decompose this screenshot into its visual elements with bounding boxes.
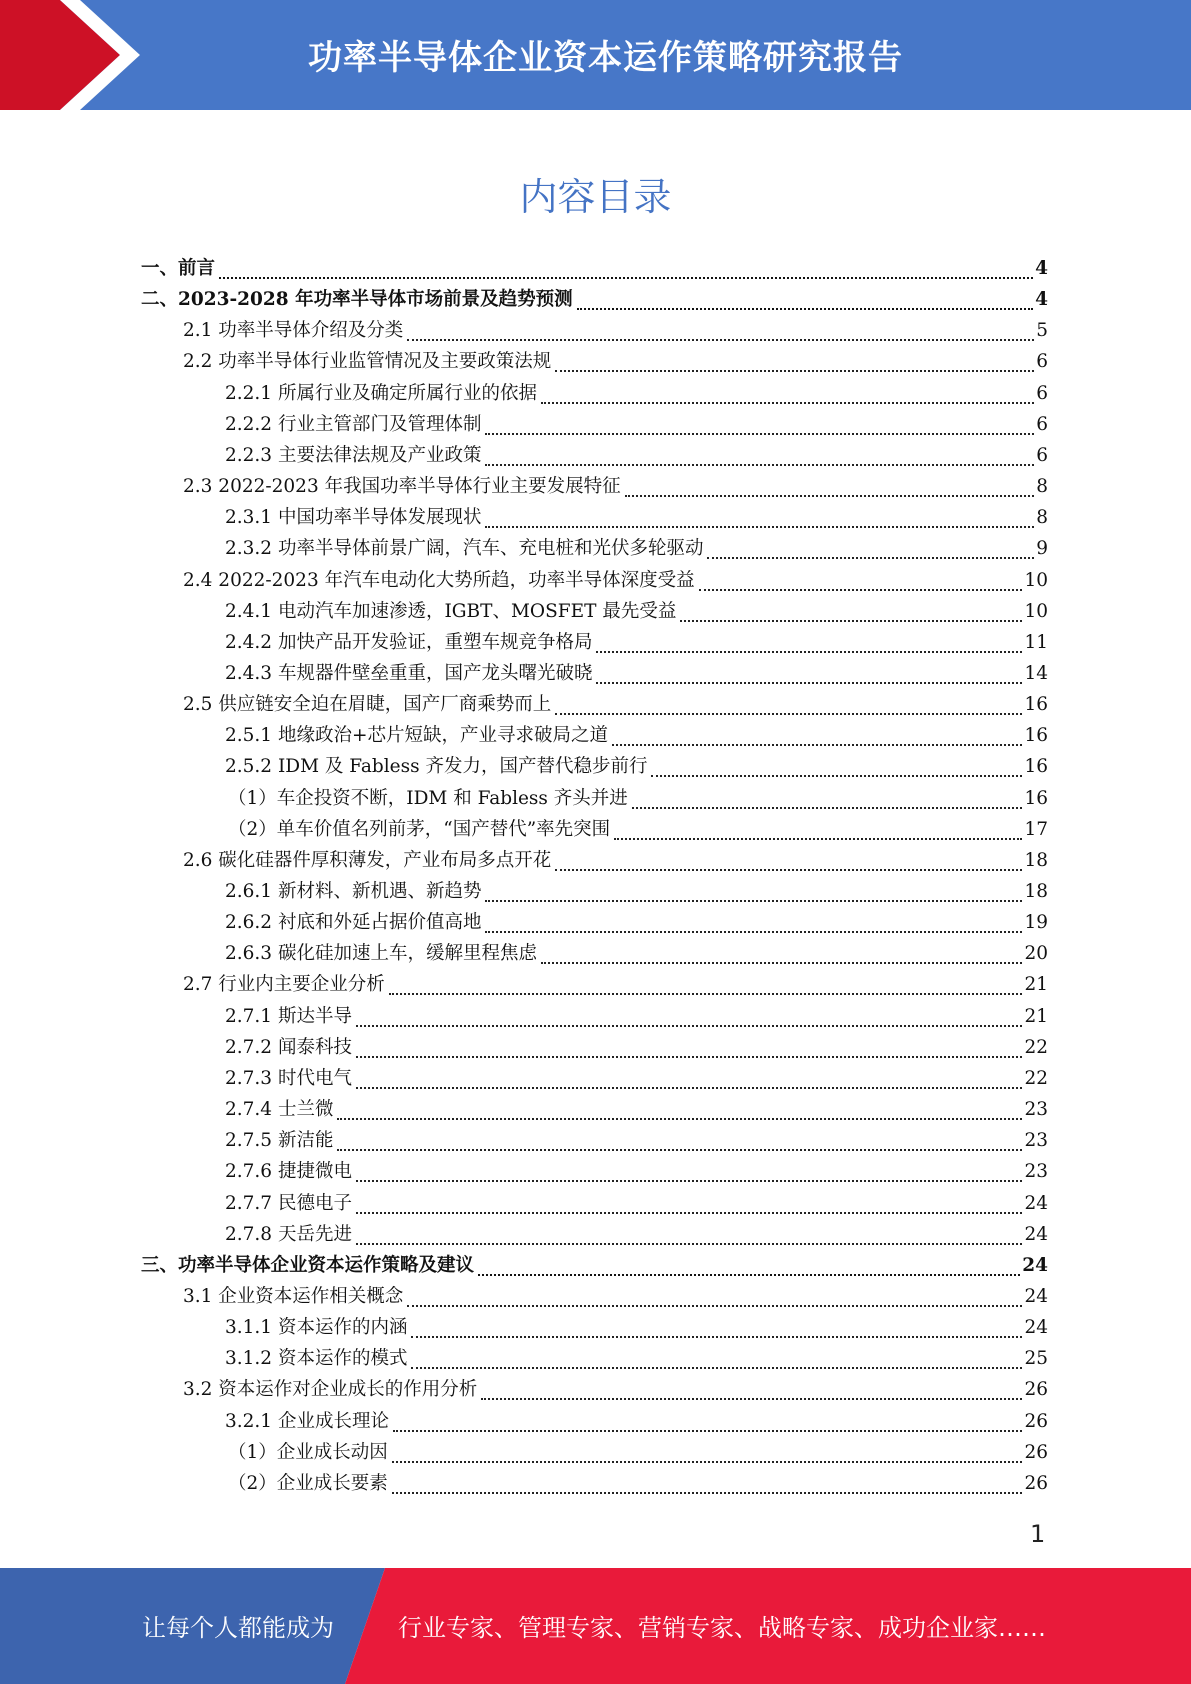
toc-entry-label: 2.7.3 时代电气 (225, 1067, 352, 1089)
toc-entry[interactable] (225, 940, 1048, 968)
toc-entry-page: 6 (1036, 382, 1048, 404)
toc-entry[interactable] (183, 691, 1048, 719)
toc-entry-page: 17 (1024, 818, 1048, 840)
footer-banner (0, 1568, 1191, 1684)
toc-dot-leader (707, 539, 1034, 559)
toc-entry-page: 24 (1024, 1223, 1048, 1245)
toc-dot-leader (337, 1100, 1022, 1120)
toc-entry[interactable] (183, 1283, 1048, 1311)
toc-entry-label: 2.5.1 地缘政治+芯片短缺，产业寻求破局之道 (225, 725, 608, 747)
toc-entry-label: 2.7.2 闻泰科技 (225, 1036, 352, 1058)
toc-entry-label: 2.2.1 所属行业及确定所属行业的依据 (225, 382, 537, 404)
toc-dot-leader (625, 477, 1035, 497)
toc-entry-page: 20 (1024, 943, 1048, 965)
toc-entry[interactable] (225, 1314, 1048, 1342)
toc-entry-page: 10 (1024, 569, 1048, 591)
toc-dot-leader (596, 633, 1022, 653)
toc-dot-leader (411, 1318, 1022, 1338)
toc-entry-page: 14 (1024, 662, 1048, 684)
report-header-banner (0, 0, 1191, 110)
toc-entry-label: （2）单车价值名列前茅，“国产替代”率先突围 (228, 818, 611, 840)
toc-dot-leader (555, 352, 1034, 372)
toc-entry-page: 16 (1024, 756, 1048, 778)
toc-entry-label: （1）企业成长动因 (228, 1441, 388, 1463)
toc-entry-label: 3.2.1 企业成长理论 (225, 1410, 389, 1432)
toc-entry-page: 22 (1024, 1036, 1048, 1058)
footer-slogan-right: 行业专家、管理专家、营销专家、战略专家、成功企业家…… (398, 1614, 1046, 1642)
toc-entry[interactable] (225, 1065, 1048, 1093)
toc-entry-page: 6 (1036, 444, 1048, 466)
toc-entry-label: 2.6.3 碳化硅加速上车，缓解里程焦虑 (225, 943, 537, 965)
toc-entry-label: 3.1.1 资本运作的内涵 (225, 1317, 408, 1339)
toc-entry-label: 2.3 2022-2023 年我国功率半导体行业主要发展特征 (183, 476, 621, 498)
toc-dot-leader (356, 1194, 1023, 1214)
toc-entry-page: 21 (1024, 1005, 1048, 1027)
toc-entry[interactable] (225, 1003, 1048, 1031)
toc-entry[interactable] (228, 816, 1048, 844)
toc-entry[interactable] (183, 473, 1048, 501)
toc-entry-page: 9 (1036, 538, 1048, 560)
toc-entry[interactable] (225, 1034, 1048, 1062)
toc-dot-leader (356, 1069, 1023, 1089)
toc-entry-page: 23 (1024, 1161, 1048, 1183)
toc-entry-page: 25 (1024, 1348, 1048, 1370)
toc-entry-label: 2.4.3 车规器件壁垒重重，国产龙头曙光破晓 (225, 662, 593, 684)
toc-entry-label: 2.6 碳化硅器件厚积薄发，产业布局多点开花 (183, 849, 552, 871)
toc-entry-page: 24 (1024, 1285, 1048, 1307)
footer-slogan-left: 让每个人都能成为 (142, 1614, 334, 1642)
toc-dot-leader (541, 944, 1022, 964)
toc-entry[interactable] (225, 878, 1048, 906)
toc-entry[interactable] (141, 286, 1048, 314)
toc-entry-page: 26 (1024, 1441, 1048, 1463)
toc-entry[interactable] (225, 1127, 1048, 1155)
toc-entry-label: 2.1 功率半导体介绍及分类 (183, 320, 404, 342)
toc-dot-leader (680, 602, 1022, 622)
toc-entry-page: 8 (1036, 476, 1048, 498)
toc-dot-leader (393, 1412, 1022, 1432)
toc-entry[interactable] (183, 317, 1048, 345)
toc-dot-leader (485, 508, 1034, 528)
toc-dot-leader (485, 415, 1034, 435)
toc-heading: 内容目录 (519, 175, 672, 219)
toc-entry-page: 8 (1036, 507, 1048, 529)
toc-dot-leader (356, 1007, 1023, 1027)
toc-dot-leader (596, 664, 1022, 684)
toc-entry[interactable] (141, 1252, 1048, 1280)
toc-entry[interactable] (225, 380, 1048, 408)
toc-entry-label: 2.3.2 功率半导体前景广阔，汽车、充电桩和光伏多轮驱动 (225, 538, 704, 560)
toc-dot-leader (651, 757, 1022, 777)
toc-dot-leader (481, 1380, 1022, 1400)
toc-entry[interactable] (225, 598, 1048, 626)
toc-entry[interactable] (225, 629, 1048, 657)
toc-entry-page: 10 (1024, 600, 1048, 622)
toc-entry-page: 6 (1036, 351, 1048, 373)
toc-entry[interactable] (183, 847, 1048, 875)
toc-entry-page: 21 (1024, 974, 1048, 996)
toc-entry-page: 4 (1035, 289, 1048, 311)
toc-entry[interactable] (225, 535, 1048, 563)
toc-entry-label: 2.6.1 新材料、新机遇、新趋势 (225, 881, 482, 902)
toc-entry-label: 2.7.7 民德电子 (225, 1192, 352, 1214)
toc-entry-label: 3.2 资本运作对企业成长的作用分析 (183, 1379, 478, 1401)
toc-dot-leader (407, 1287, 1022, 1307)
toc-entry-label: 2.5 供应链安全迫在眉睫，国产厂商乘势而上 (183, 694, 552, 716)
toc-entry-page: 16 (1024, 787, 1048, 809)
toc-entry-page: 16 (1024, 694, 1048, 716)
toc-dot-leader (389, 975, 1023, 995)
toc-entry[interactable] (228, 1470, 1048, 1498)
toc-dot-leader (555, 695, 1022, 715)
toc-entry-page: 5 (1036, 320, 1048, 342)
toc-entry[interactable] (228, 785, 1048, 813)
toc-entry-label: 2.3.1 中国功率半导体发展现状 (225, 507, 482, 529)
toc-entry-page: 26 (1024, 1410, 1048, 1432)
toc-dot-leader (485, 913, 1022, 933)
toc-entry-label: 三、功率半导体企业资本运作策略及建议 (141, 1254, 475, 1276)
toc-entry[interactable] (225, 722, 1048, 750)
toc-dot-leader (541, 384, 1034, 404)
toc-entry-page: 24 (1024, 1317, 1048, 1339)
toc-dot-leader (392, 1443, 1023, 1463)
toc-entry[interactable] (225, 909, 1048, 937)
toc-entry-label: 一、前言 (141, 258, 216, 279)
toc-entry[interactable] (225, 411, 1048, 439)
toc-entry[interactable] (228, 1439, 1048, 1467)
toc-entry-page: 23 (1024, 1130, 1048, 1152)
toc-entry-page: 18 (1024, 881, 1048, 902)
toc-entry-page: 23 (1024, 1099, 1048, 1121)
toc-entry[interactable] (225, 1158, 1048, 1186)
toc-dot-leader (577, 290, 1034, 310)
toc-entry[interactable] (225, 660, 1048, 688)
page-number: 1 (1030, 1520, 1046, 1548)
toc-dot-leader (356, 1162, 1023, 1182)
toc-dot-leader (219, 259, 1033, 279)
toc-dot-leader (632, 789, 1023, 809)
toc-entry-page: 26 (1024, 1379, 1048, 1401)
toc-entry-label: 2.7 行业内主要企业分析 (183, 974, 385, 996)
toc-entry-label: （2）企业成长要素 (228, 1472, 388, 1494)
toc-entry-label: 2.7.1 斯达半导 (225, 1005, 352, 1027)
toc-entry-page: 24 (1022, 1254, 1048, 1276)
toc-entry-page: 26 (1024, 1472, 1048, 1494)
toc-dot-leader (612, 726, 1022, 746)
toc-entry-page: 4 (1035, 258, 1048, 279)
toc-entry-page: 11 (1024, 631, 1048, 653)
toc-entry[interactable] (225, 1408, 1048, 1436)
toc-entry[interactable] (141, 255, 1048, 283)
toc-entry-label: 二、2023-2028 年功率半导体市场前景及趋势预测 (141, 289, 573, 311)
toc-entry[interactable] (225, 1096, 1048, 1124)
toc-dot-leader (485, 446, 1034, 466)
toc-entry-page: 18 (1024, 849, 1048, 871)
toc-dot-leader (356, 1038, 1023, 1058)
toc-entry[interactable] (183, 348, 1048, 376)
toc-dot-leader (614, 820, 1022, 840)
toc-entry-label: 3.1 企业资本运作相关概念 (183, 1285, 404, 1307)
toc-entry-label: 2.4 2022-2023 年汽车电动化大势所趋，功率半导体深度受益 (183, 569, 695, 591)
toc-entry-label: 3.1.2 资本运作的模式 (225, 1348, 408, 1370)
toc-entry-label: 2.7.8 天岳先进 (225, 1223, 352, 1245)
toc-dot-leader (699, 571, 1023, 591)
toc-dot-leader (356, 1225, 1023, 1245)
toc-dot-leader (485, 882, 1022, 902)
toc-entry-page: 22 (1024, 1067, 1048, 1089)
toc-entry[interactable] (183, 1376, 1048, 1404)
toc-entry-label: （1）车企投资不断，IDM 和 Fabless 齐头并进 (228, 787, 628, 809)
toc-entry[interactable] (183, 971, 1048, 999)
toc-dot-leader (407, 321, 1034, 341)
toc-entry-page: 6 (1036, 413, 1048, 435)
toc-entry[interactable] (183, 567, 1048, 595)
toc-entry-label: 2.4.2 加快产品开发验证，重塑车规竞争格局 (225, 631, 593, 653)
toc-entry[interactable] (225, 1190, 1048, 1218)
report-title: 功率半导体企业资本运作策略研究报告 (308, 38, 903, 78)
toc-entry-label: 2.2.2 行业主管部门及管理体制 (225, 413, 482, 435)
toc-entry-label: 2.7.6 捷捷微电 (225, 1161, 352, 1183)
toc-dot-leader (478, 1256, 1020, 1276)
toc-dot-leader (392, 1474, 1023, 1494)
toc-entry-label: 2.5.2 IDM 及 Fabless 齐发力，国产替代稳步前行 (225, 756, 648, 778)
toc-entry[interactable] (225, 504, 1048, 532)
toc-entry-label: 2.7.4 士兰微 (225, 1099, 334, 1121)
toc-entry-label: 2.2 功率半导体行业监管情况及主要政策法规 (183, 351, 552, 373)
toc-entry-page: 24 (1024, 1192, 1048, 1214)
toc-entry[interactable] (225, 1221, 1048, 1249)
toc-entry-label: 2.4.1 电动汽车加速渗透，IGBT、MOSFET 最先受益 (225, 600, 677, 622)
toc-entry-label: 2.6.2 衬底和外延占据价值高地 (225, 912, 482, 934)
toc-entry-page: 19 (1024, 912, 1048, 934)
toc-entry-label: 2.2.3 主要法律法规及产业政策 (225, 444, 482, 466)
toc-entry[interactable] (225, 442, 1048, 470)
toc-dot-leader (555, 851, 1022, 871)
toc-dot-leader (337, 1131, 1022, 1151)
toc-entry-label: 2.7.5 新洁能 (225, 1130, 334, 1152)
toc-entry[interactable] (225, 753, 1048, 781)
toc-dot-leader (411, 1349, 1022, 1369)
toc-entry-page: 16 (1024, 725, 1048, 747)
toc-entry[interactable] (225, 1345, 1048, 1373)
